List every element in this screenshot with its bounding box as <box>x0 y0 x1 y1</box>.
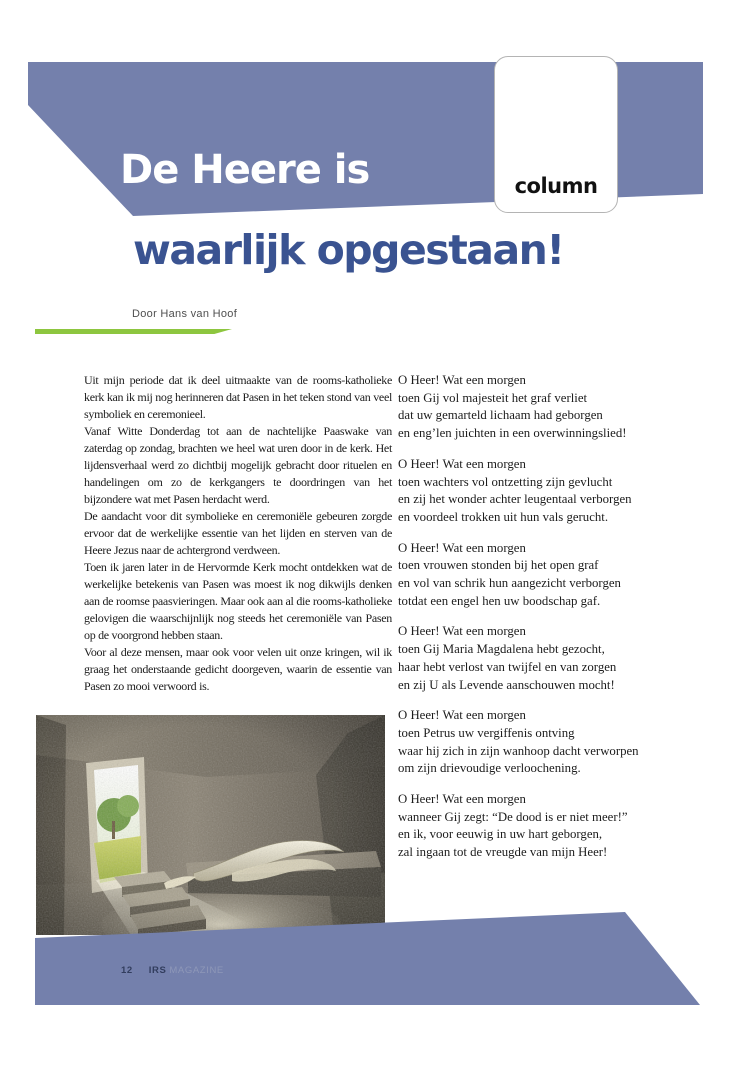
byline: Door Hans van Hoof <box>132 308 238 320</box>
poem-line: O Heer! Wat een morgen <box>398 456 526 471</box>
article-body-column <box>84 372 392 695</box>
article-paragraph: Toen ik jaren later in de Hervormde Kerk mocht ontdekken wat de werkelijke betekenis van Pasen was moest ik nog dikwijls denken aan de roomse paasvieringen. Maar ook aan al die rooms-katholieke gelovigen die waarschijnlijk nog steeds het ceremoniële van Pasen op de voorgrond hebben staan. <box>84 560 392 642</box>
poem-line: O Heer! Wat een morgen <box>398 540 526 555</box>
poem-stanza <box>398 540 708 611</box>
poem-line: toen wachters vol ontzetting zijn gevlucht <box>398 474 613 489</box>
poem-line: waar hij zich in zijn wanhoop dacht verworpen <box>398 743 639 758</box>
footer-meta <box>121 965 224 976</box>
poem-stanza <box>398 372 708 443</box>
article-paragraph: De aandacht voor dit symbolieke en ceremoniële gebeuren zorgde ervoor dat de werkelijke essentie van het lijden en sterven van de Heere Jezus naar de achtergrond verdween. <box>84 509 392 557</box>
page-title-line2: waarlijk opgestaan! <box>133 226 564 274</box>
poem-line: om zijn drievoudige verloochening. <box>398 761 581 776</box>
poem-stanza <box>398 623 708 694</box>
poem-line: en eng’len juichten in een overwinningslied! <box>398 426 627 441</box>
poem-line: en zij U als Levende aanschouwen mocht! <box>398 677 615 692</box>
poem-line: en vol van schrik hun aangezicht verborgen <box>398 576 621 591</box>
poem-line: toen Gij Maria Magdalena hebt gezocht, <box>398 642 605 657</box>
poem-line: toen vrouwen stonden bij het open graf <box>398 558 599 573</box>
poem-line: zal ingaan tot de vreugde van mijn Heer! <box>398 845 608 860</box>
poem-line: dat uw gemarteld lichaam had geborgen <box>398 408 603 423</box>
poem-line: totdat een engel hen uw boodschap gaf. <box>398 593 601 608</box>
poem-line: en ik, voor eeuwig in uw hart geborgen, <box>398 827 603 842</box>
article-paragraph: Uit mijn periode dat ik deel uitmaakte van de rooms-katholieke kerk kan ik mij nog herinneren dat Pasen in het teken stond van veel symboliek en ceremonieel. <box>84 373 392 421</box>
poem-line: toen Petrus uw vergiffenis ontving <box>398 725 575 740</box>
poem-line: O Heer! Wat een morgen <box>398 624 526 639</box>
byline-green-rule <box>35 329 232 334</box>
poem-line: toen Gij vol majesteit het graf verliet <box>398 390 588 405</box>
column-tag-box <box>494 56 618 213</box>
poem-stanza <box>398 456 708 527</box>
footer-banner-shape <box>0 900 738 1068</box>
poem-line: en zij het wonder achter leugentaal verborgen <box>398 492 632 507</box>
header-banner-shape <box>0 0 738 240</box>
poem-line: en voordeel trokken uit hun vals gerucht. <box>398 509 609 524</box>
article-paragraph: Voor al deze mensen, maar ook voor velen uit onze kringen, wil ik graag het onderstaande gedicht doorgeven, waarin de essentie van Pasen zo mooi verwoord is. <box>84 645 392 693</box>
poem-line: wanneer Gij zegt: “De dood is er niet meer!” <box>398 809 628 824</box>
poem-line: O Heer! Wat een morgen <box>398 708 526 723</box>
column-tag-label: column <box>514 174 598 198</box>
poem-line: haar hebt verlost van twijfel en van zorgen <box>398 659 617 674</box>
poem-line: O Heer! Wat een morgen <box>398 373 526 387</box>
page-number: 12 <box>121 965 133 976</box>
article-paragraph: Vanaf Witte Donderdag tot aan de nachtelijke Paaswake van zaterdag op zondag, brachten we heel wat uren door in de kerk. Het lijdensverhaal werd zo dichtbij mogelijk gebracht door rituelen en handelingen om zo de kerkgangers te doordringen van het bijzondere wat met Pasen herdacht werd. <box>84 424 392 506</box>
poem-column <box>398 372 708 875</box>
poem-line: O Heer! Wat een morgen <box>398 792 526 807</box>
poem-stanza <box>398 707 708 778</box>
poem-stanza <box>398 791 708 862</box>
magazine-name-light: MAGAZINE <box>169 965 224 976</box>
magazine-name-bold: IRS <box>148 965 167 976</box>
page-title-line1: De Heere is <box>120 147 370 193</box>
